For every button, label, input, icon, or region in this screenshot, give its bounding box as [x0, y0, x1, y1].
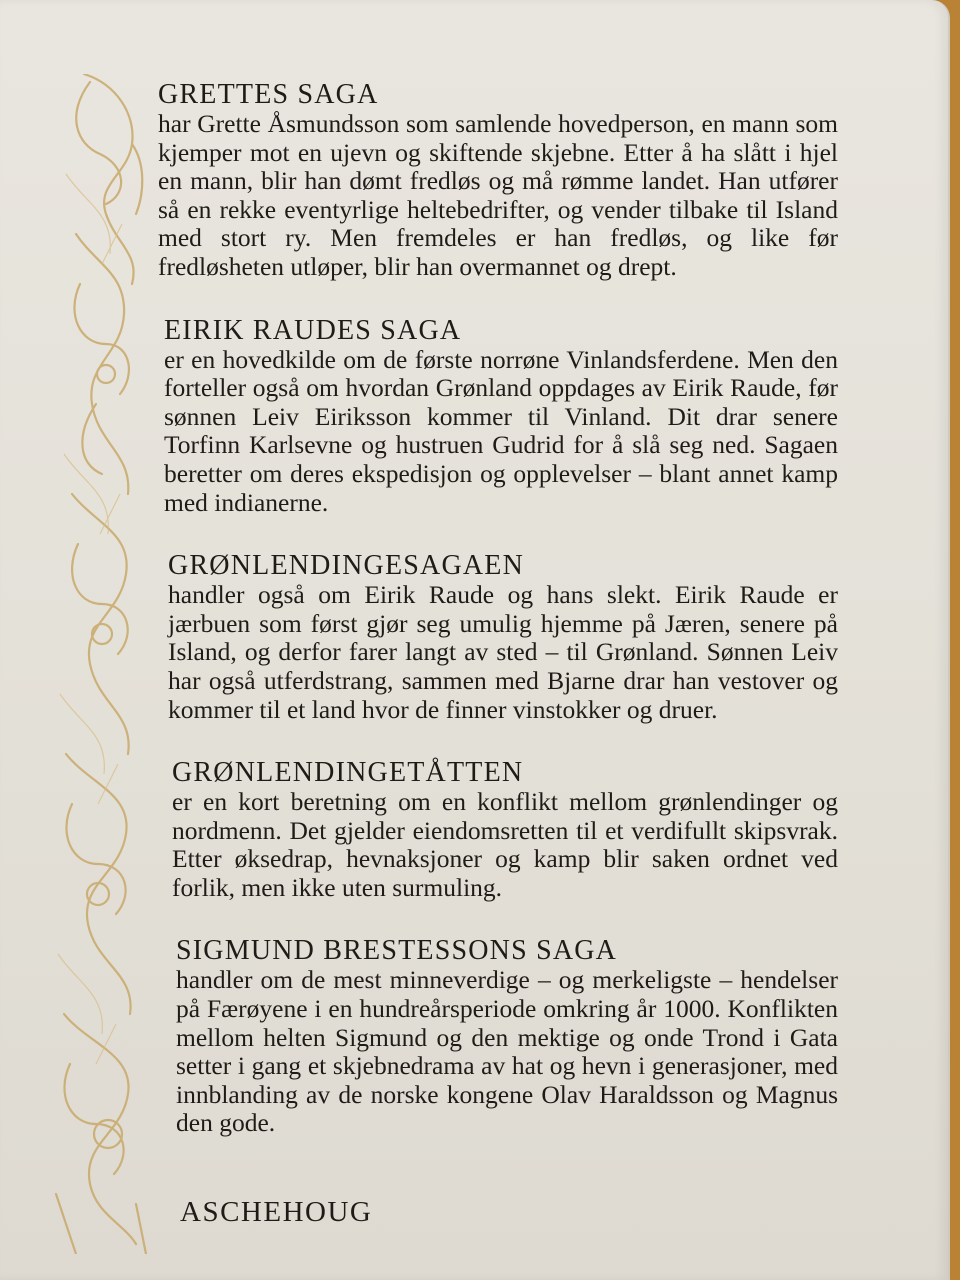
section-title: EIRIK RAUDES SAGA: [164, 314, 462, 346]
norse-knotwork-border-icon: [36, 74, 156, 1254]
section-text: handler også om Eirik Raude og hans slekt. Eirik Raude er jærbuen som først gjør seg umulig hjemme på Jæren, senere på Island, og derfor farer langt av sted – til Grønland. Sønnen Leiv har også utferdstrang, sammen med Bjarne drar han vestover og kommer til et land hvor de finner vinstokker og druer.: [168, 580, 838, 724]
section-title: GRØNLENDINGESAGAEN: [168, 550, 525, 582]
section-eirik-raudes-saga: [164, 316, 838, 518]
section-title: GRETTES SAGA: [158, 79, 379, 110]
section-gronlendingesagaen: [168, 551, 838, 724]
section-gronlendingetatten: [172, 758, 838, 902]
section-sigmund-brestessons-saga: [176, 936, 838, 1138]
publisher-name: ASCHEHOUG: [180, 1196, 373, 1228]
section-text: handler om de mest minneverdige – og merkeligste – hendelser på Færøyene i en hundreårsperiode omkring år 1000. Konflikten mellom helten Sigmund og den mektige og onde Trond i Gata setter i gang et skjebnedrama av hat og hevn i generasjoner, med innblanding av de norske kongene Olav Haraldsson og Magnus den gode.: [176, 965, 838, 1138]
synopsis-column: [158, 80, 838, 1172]
section-title: GRØNLENDINGETÅTTEN: [172, 757, 524, 789]
section-title: SIGMUND BRESTESSONS SAGA: [176, 935, 618, 967]
section-text: er en hovedkilde om de første norrøne Vinlandsferdene. Men den forteller også om hvordan Grønland oppdages av Eirik Raude, før sønnen Leiv Eiriksson kommer til Vinland. Dit drar senere Torfinn Karlsevne og hustruen Gudrid for å slå seg ned. Sagaen beretter om deres ekspedisjon og opplevelser – blant annet kamp med indianerne.: [164, 344, 838, 517]
section-text: har Grette Åsmundsson som samlende hovedperson, en mann som kjemper mot en ujevn og skiftende skjebne. Etter å ha slått i hjel en mann, blir han dømt fredløs og må rømme landet. Han utfører så en rekke eventyrlige heltebedrifter, og vender tilbake til Island med stort ry. Men fremdeles er han fredløs, og like før fredløsheten utløper, blir han overmannet og drept.: [158, 109, 838, 281]
section-grettes-saga: [158, 80, 838, 282]
section-text: er en kort beretning om en konflikt mellom grønlendinger og nordmenn. Det gjelder eiendomsretten til et verdifullt skipsvrak. Etter øksedrap, hevnaksjoner og kamp blir saken ordnet ved forlik, men ikke uten surmuling.: [172, 787, 838, 902]
